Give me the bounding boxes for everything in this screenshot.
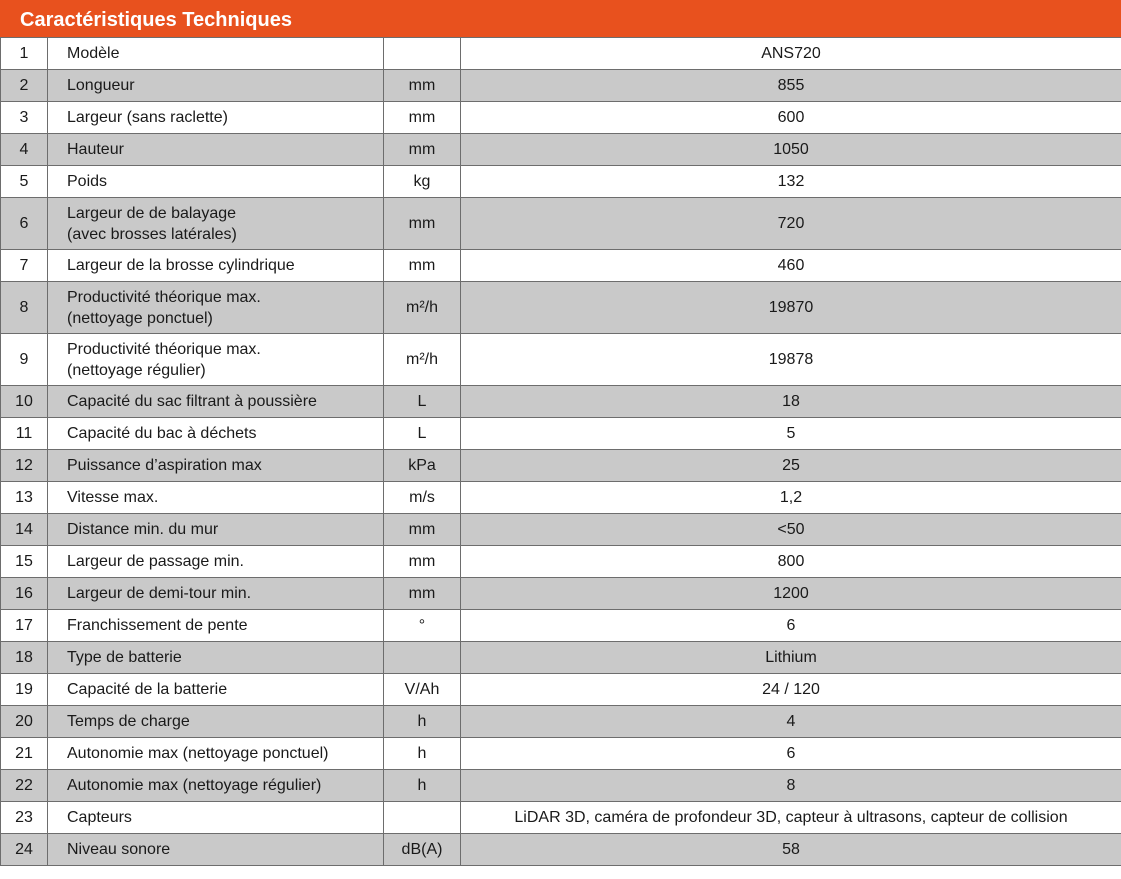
spec-label: Capacité du bac à déchets: [67, 425, 257, 442]
spec-unit: [384, 802, 461, 834]
spec-unit: [384, 38, 461, 70]
table-row: [1, 450, 1121, 482]
spec-value: 6: [461, 738, 1121, 770]
table-row: [1, 198, 1121, 250]
spec-unit: kg: [384, 166, 461, 198]
spec-value: 8: [461, 770, 1121, 802]
row-number: 11: [1, 418, 48, 450]
spec-unit: [384, 642, 461, 674]
spec-value: 18: [461, 386, 1121, 418]
spec-unit: mm: [384, 546, 461, 578]
spec-label-cell: [48, 514, 384, 546]
specs-table: [0, 37, 1121, 866]
table-row: [1, 834, 1121, 866]
row-number: 1: [1, 38, 48, 70]
spec-label: Largeur de demi-tour min.: [67, 585, 252, 602]
spec-value: 460: [461, 250, 1121, 282]
spec-label-cell: [48, 610, 384, 642]
spec-label: Capteurs: [67, 809, 132, 826]
spec-unit: L: [384, 418, 461, 450]
row-number: 4: [1, 134, 48, 166]
spec-unit: m²/h: [384, 334, 461, 386]
spec-label: Modèle: [67, 45, 120, 62]
spec-label-cell: [48, 450, 384, 482]
spec-label: Longueur: [67, 77, 135, 94]
spec-value: 855: [461, 70, 1121, 102]
spec-value: 1050: [461, 134, 1121, 166]
spec-label: Largeur (sans raclette): [67, 109, 228, 126]
spec-unit: mm: [384, 514, 461, 546]
spec-value: 5: [461, 418, 1121, 450]
row-number: 20: [1, 706, 48, 738]
table-row: [1, 802, 1121, 834]
spec-label-detail: (nettoyage ponctuel): [67, 309, 213, 327]
row-number: 7: [1, 250, 48, 282]
spec-unit: h: [384, 738, 461, 770]
table-row: [1, 134, 1121, 166]
spec-label: Productivité théorique max.: [67, 340, 261, 358]
spec-unit: mm: [384, 250, 461, 282]
spec-value: 58: [461, 834, 1121, 866]
spec-label-detail: (nettoyage régulier): [67, 361, 206, 379]
row-number: 8: [1, 282, 48, 334]
spec-label: Puissance d’aspiration max: [67, 457, 262, 474]
table-row: [1, 514, 1121, 546]
spec-label-cell: [48, 282, 384, 334]
spec-label-cell: [48, 706, 384, 738]
spec-label-cell: [48, 834, 384, 866]
spec-label-cell: [48, 198, 384, 250]
spec-label: Type de batterie: [67, 649, 182, 666]
table-row: [1, 578, 1121, 610]
spec-label: Autonomie max (nettoyage ponctuel): [67, 745, 329, 762]
spec-value: 600: [461, 102, 1121, 134]
spec-label-cell: [48, 134, 384, 166]
table-row: [1, 334, 1121, 386]
spec-label: Productivité théorique max.: [67, 288, 261, 306]
spec-label: Distance min. du mur: [67, 521, 219, 538]
spec-label: Hauteur: [67, 141, 124, 158]
table-row: [1, 418, 1121, 450]
spec-label-cell: [48, 38, 384, 70]
spec-value: 25: [461, 450, 1121, 482]
row-number: 13: [1, 482, 48, 514]
table-row: [1, 738, 1121, 770]
spec-label-cell: [48, 674, 384, 706]
row-number: 19: [1, 674, 48, 706]
spec-value: 19878: [461, 334, 1121, 386]
spec-label-detail: (avec brosses latérales): [67, 225, 237, 243]
spec-label-cell: [48, 70, 384, 102]
row-number: 14: [1, 514, 48, 546]
row-number: 17: [1, 610, 48, 642]
spec-value: 1200: [461, 578, 1121, 610]
row-number: 9: [1, 334, 48, 386]
table-row: [1, 770, 1121, 802]
table-row: [1, 546, 1121, 578]
spec-value: ANS720: [461, 38, 1121, 70]
spec-unit: °: [384, 610, 461, 642]
table-row: [1, 70, 1121, 102]
spec-label: Niveau sonore: [67, 841, 171, 858]
spec-value: 1,2: [461, 482, 1121, 514]
spec-label: Capacité du sac filtrant à poussière: [67, 393, 317, 410]
row-number: 24: [1, 834, 48, 866]
spec-label-cell: [48, 578, 384, 610]
spec-label-cell: [48, 482, 384, 514]
row-number: 23: [1, 802, 48, 834]
spec-label: Poids: [67, 173, 108, 190]
spec-label-cell: [48, 334, 384, 386]
spec-value: 19870: [461, 282, 1121, 334]
spec-unit: mm: [384, 70, 461, 102]
spec-unit: mm: [384, 578, 461, 610]
spec-unit: m²/h: [384, 282, 461, 334]
spec-label: Largeur de la brosse cylindrique: [67, 257, 295, 274]
spec-label: Capacité de la batterie: [67, 681, 228, 698]
spec-label-cell: [48, 802, 384, 834]
table-row: [1, 642, 1121, 674]
spec-value: Lithium: [461, 642, 1121, 674]
row-number: 21: [1, 738, 48, 770]
table-row: [1, 706, 1121, 738]
table-row: [1, 102, 1121, 134]
spec-value: 6: [461, 610, 1121, 642]
spec-label: Largeur de de balayage: [67, 204, 237, 222]
spec-unit: m/s: [384, 482, 461, 514]
row-number: 12: [1, 450, 48, 482]
spec-label-cell: [48, 102, 384, 134]
table-title: Caractéristiques Techniques: [0, 0, 1121, 37]
spec-unit: mm: [384, 134, 461, 166]
spec-value: 4: [461, 706, 1121, 738]
row-number: 3: [1, 102, 48, 134]
table-row: [1, 482, 1121, 514]
spec-label-cell: [48, 642, 384, 674]
spec-label-cell: [48, 250, 384, 282]
spec-label-cell: [48, 166, 384, 198]
row-number: 22: [1, 770, 48, 802]
table-row: [1, 386, 1121, 418]
row-number: 10: [1, 386, 48, 418]
table-row: [1, 610, 1121, 642]
row-number: 6: [1, 198, 48, 250]
spec-unit: mm: [384, 102, 461, 134]
spec-unit: dB(A): [384, 834, 461, 866]
spec-value: 24 / 120: [461, 674, 1121, 706]
spec-label: Vitesse max.: [67, 489, 159, 506]
table-row: [1, 166, 1121, 198]
spec-label: Temps de charge: [67, 713, 190, 730]
spec-unit: h: [384, 770, 461, 802]
spec-value: <50: [461, 514, 1121, 546]
table-row: [1, 250, 1121, 282]
spec-label: Franchissement de pente: [67, 617, 248, 634]
spec-unit: kPa: [384, 450, 461, 482]
spec-unit: mm: [384, 198, 461, 250]
row-number: 18: [1, 642, 48, 674]
row-number: 2: [1, 70, 48, 102]
spec-label-cell: [48, 418, 384, 450]
spec-label-cell: [48, 386, 384, 418]
spec-value: LiDAR 3D, caméra de profondeur 3D, capteur à ultrasons, capteur de collision: [461, 802, 1121, 834]
spec-value: 720: [461, 198, 1121, 250]
row-number: 16: [1, 578, 48, 610]
spec-label: Largeur de passage min.: [67, 553, 244, 570]
spec-unit: h: [384, 706, 461, 738]
spec-label-cell: [48, 770, 384, 802]
spec-value: 800: [461, 546, 1121, 578]
table-row: [1, 38, 1121, 70]
spec-label: Autonomie max (nettoyage régulier): [67, 777, 322, 794]
table-row: [1, 282, 1121, 334]
spec-unit: L: [384, 386, 461, 418]
row-number: 15: [1, 546, 48, 578]
specs-table-body: [1, 38, 1121, 866]
spec-label-cell: [48, 738, 384, 770]
spec-label-cell: [48, 546, 384, 578]
spec-value: 132: [461, 166, 1121, 198]
spec-unit: V/Ah: [384, 674, 461, 706]
row-number: 5: [1, 166, 48, 198]
table-row: [1, 674, 1121, 706]
